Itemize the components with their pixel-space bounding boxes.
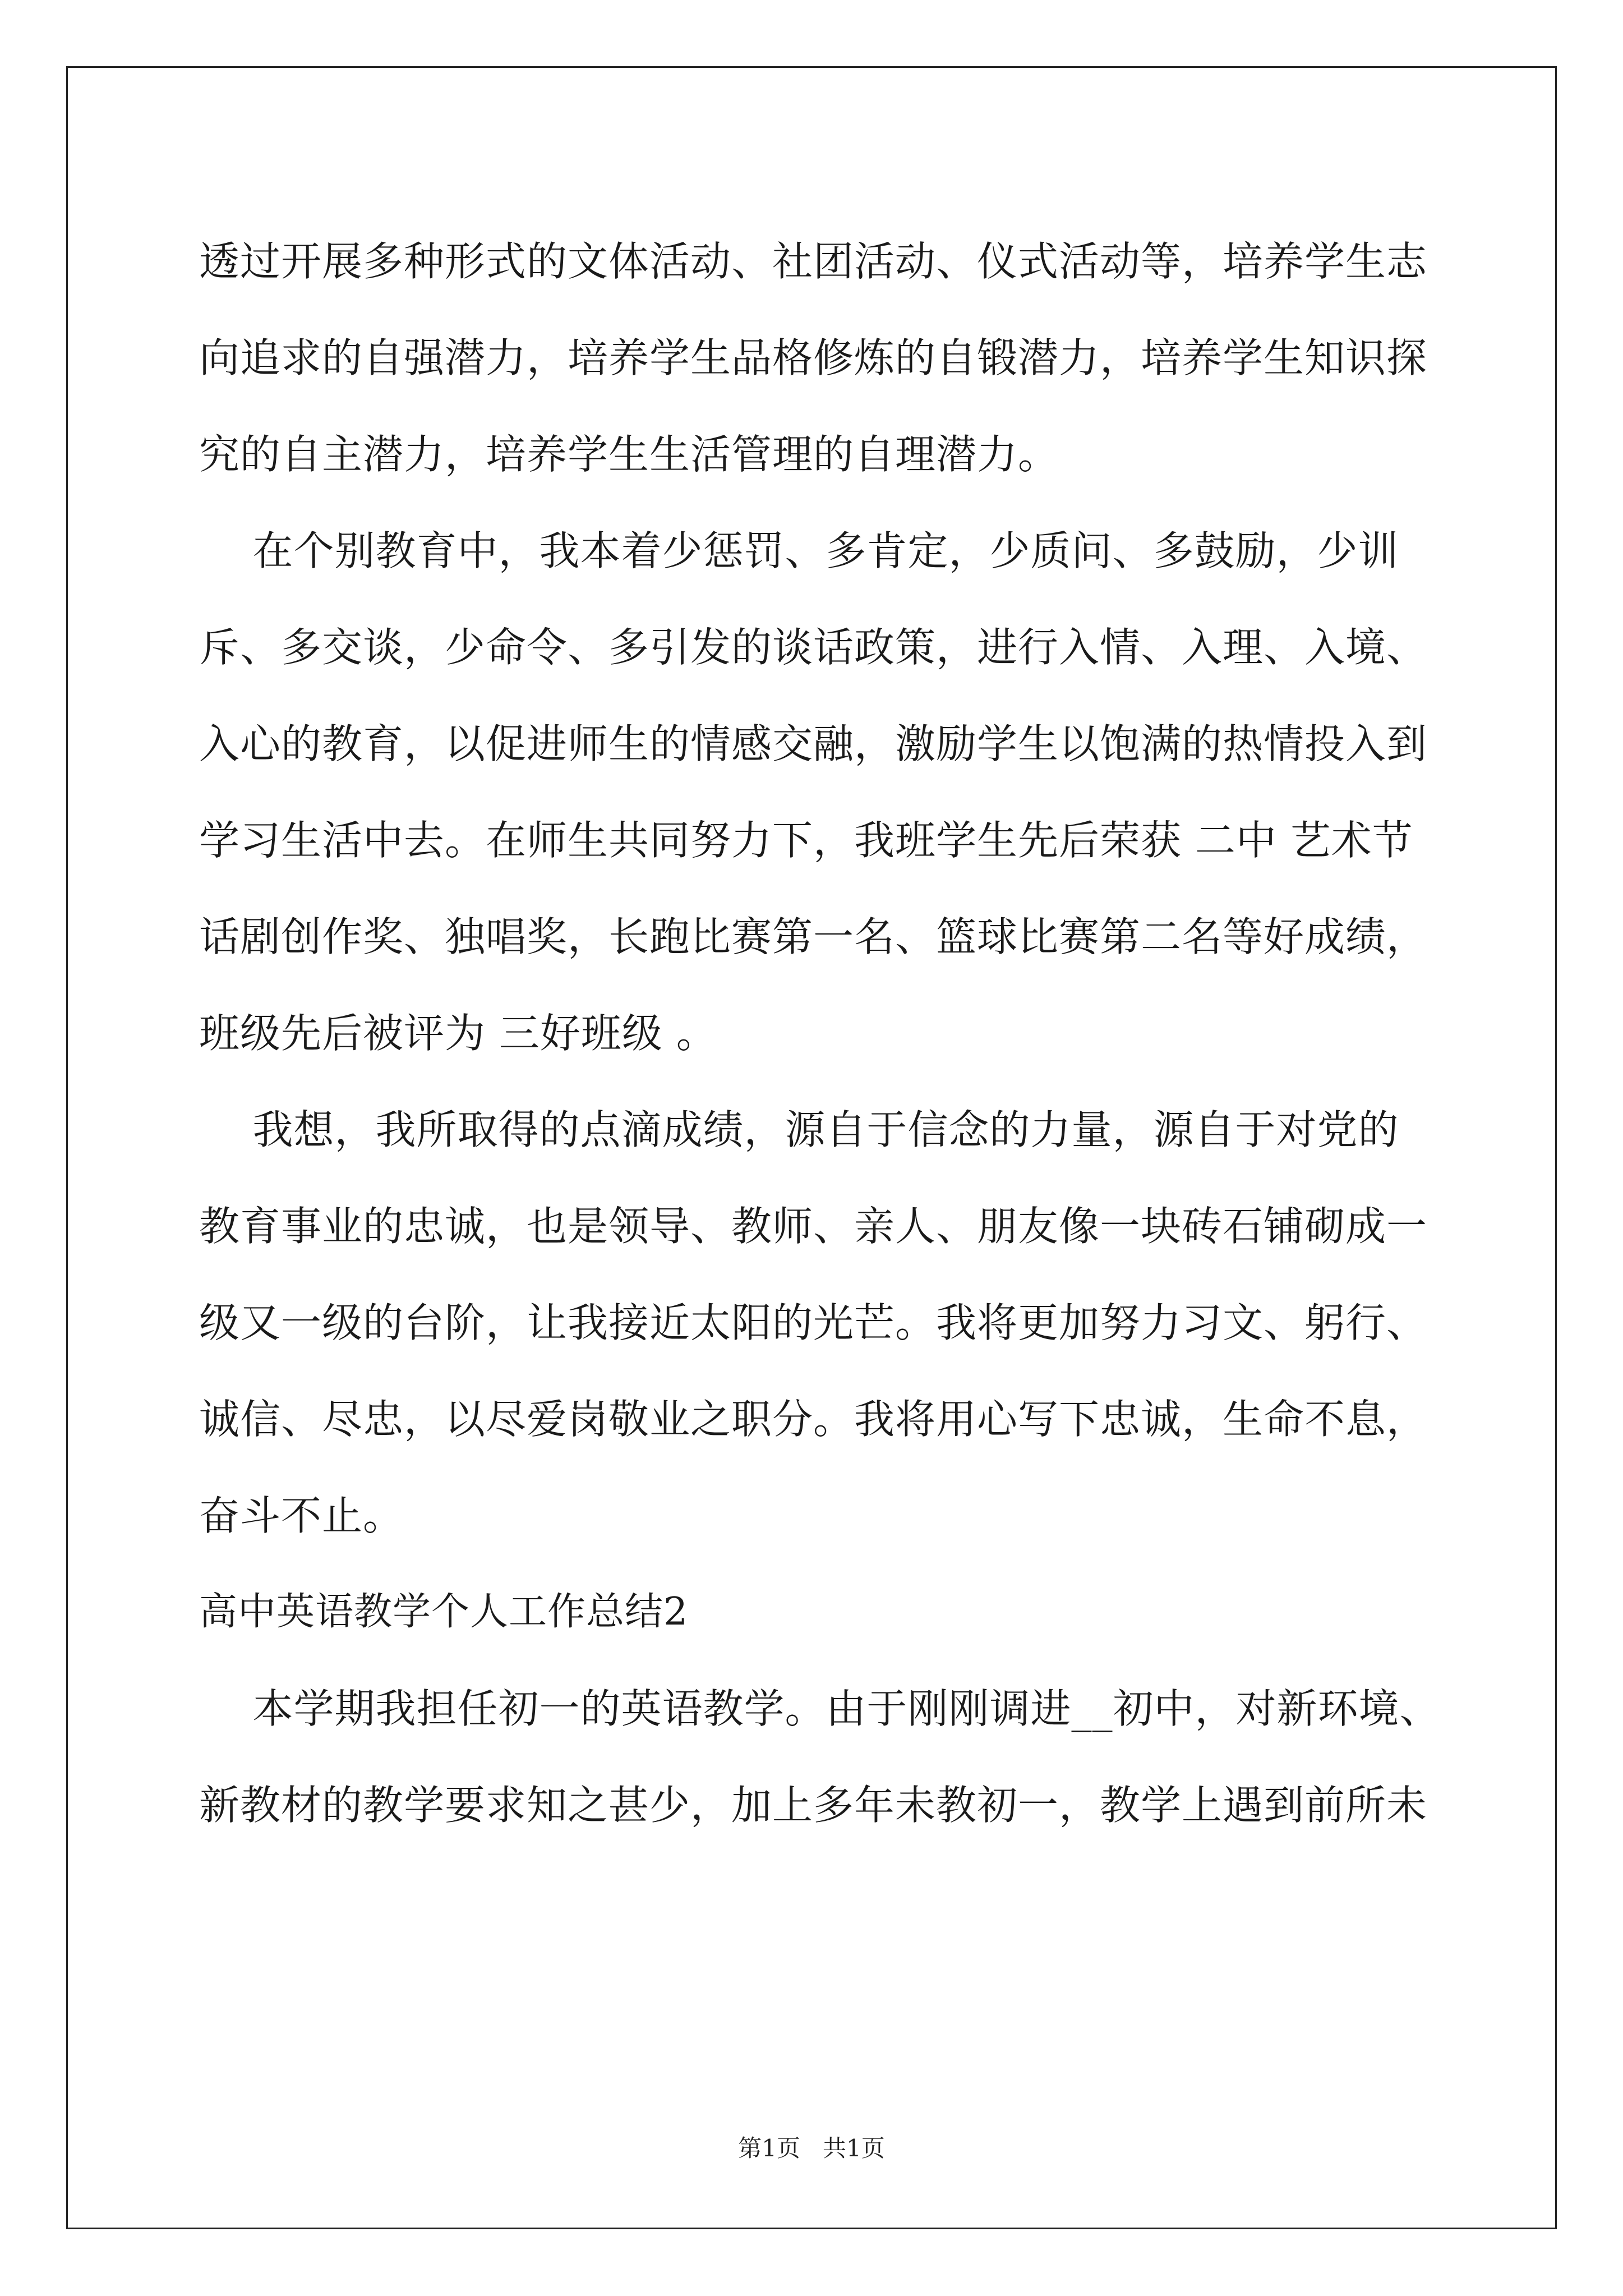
text-line: 教育事业的忠诚，也是领导、教师、亲人、朋友像一块砖石铺砌成一 xyxy=(199,1203,1428,1250)
text-line: 话剧创作奖、独唱奖，长跑比赛第一名、篮球比赛第二名等好成绩， xyxy=(199,913,1428,960)
text-line: 级又一级的台阶，让我接近太阳的光芒。我将更加努力习文、躬行、 xyxy=(199,1299,1428,1346)
page-footer: 第1页 共1页 xyxy=(738,2134,885,2162)
text-line: 斥、多交谈，少命令、多引发的谈话政策，进行入情、入理、入境、 xyxy=(199,624,1428,671)
text-line: 究的自主潜力，培养学生生活管理的自理潜力。 xyxy=(199,431,1059,478)
text-line: 新教材的教学要求知之甚少，加上多年未教初一，教学上遇到前所未 xyxy=(199,1782,1428,1829)
document-body xyxy=(199,213,1441,1853)
text-line: 在个别教育中，我本着少惩罚、多肯定，少质问、多鼓励，少训 xyxy=(199,527,1399,574)
section-heading: 高中英语教学个人工作总结2 xyxy=(199,1590,689,1634)
text-line: 诚信、尽忠，以尽爱岗敬业之职分。我将用心写下忠诚，生命不息， xyxy=(199,1396,1428,1443)
text-line: 向追求的自强潜力，培养学生品格修炼的自锻潜力，培养学生知识探 xyxy=(199,334,1428,381)
text-line: 我想，我所取得的点滴成绩，源自于信念的力量，源自于对党的 xyxy=(199,1106,1399,1153)
text-line: 学习生活中去。在师生共同努力下，我班学生先后荣获 二中 艺术节 xyxy=(199,817,1413,864)
text-line: 班级先后被评为 三好班级 。 xyxy=(199,1010,717,1057)
text-line: 本学期我担任初一的英语教学。由于刚刚调进__初中，对新环境、 xyxy=(199,1685,1441,1732)
text-line: 透过开展多种形式的文体活动、社团活动、仪式活动等，培养学生志 xyxy=(199,238,1428,285)
text-line: 入心的教育，以促进师生的情感交融，激励学生以饱满的热情投入到 xyxy=(199,720,1428,767)
text-line: 奋斗不止。 xyxy=(199,1492,404,1539)
